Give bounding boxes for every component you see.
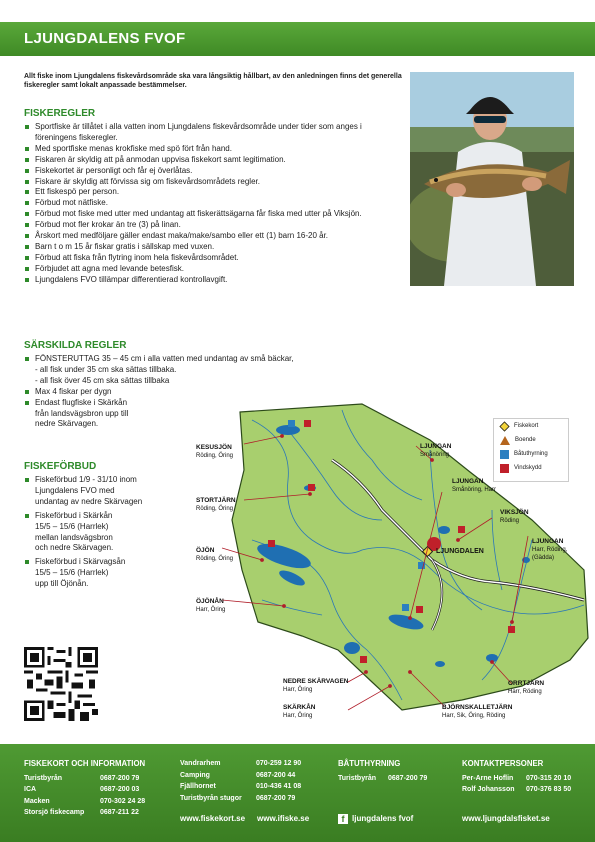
list-item: Endast flugfiske i Skärkån xyxy=(24,398,404,409)
contact-name: Turistbyrån xyxy=(24,774,62,782)
list-item: Förbjudet att agna med levande betesfisk. xyxy=(24,264,404,275)
link-fiskekort[interactable]: www.fiskekort.se xyxy=(180,814,246,823)
map-label-kesusjon: KESUSJÖN Röding, Öring xyxy=(196,444,234,459)
vindskydd-marker xyxy=(308,484,315,491)
fiskeregler-heading: FISKEREGLER xyxy=(24,108,96,119)
contact-name: Turistbyrån xyxy=(338,774,376,782)
contact-phone: 010-436 41 08 xyxy=(256,783,302,790)
contact-row xyxy=(24,773,154,785)
fiskekort-icon xyxy=(499,421,509,431)
list-item: Förbud mot fler krokar än tre (3) på linan. xyxy=(24,220,404,231)
contact-name: Vandrarhem xyxy=(180,760,221,767)
contact-phone: 0687-200 44 xyxy=(256,771,296,779)
list-item: upp till Öjönån. xyxy=(35,579,89,589)
contact-phone: 0687-200 79 xyxy=(100,774,140,782)
contact-name: Turistbyrån stugor xyxy=(180,794,242,802)
map-label-nedre-skarvagen: NEDRE SKÄRVAGEN Harr, Öring xyxy=(283,678,349,693)
legend-item: Boende xyxy=(494,433,568,447)
contact-row xyxy=(24,784,154,796)
map-label-ljungan-1: LJUNGAN Smånöring xyxy=(420,443,452,458)
contact-row xyxy=(24,807,154,819)
list-item: Förbud mot nätfiske. xyxy=(24,198,404,209)
list-item: och nedre Skärvagen. xyxy=(35,543,114,553)
sarskilda-heading: SÄRSKILDA REGLER xyxy=(24,340,127,351)
list-item: Fiskare är skyldig att förvissa sig om fiskevårdsområdets regler. xyxy=(24,177,404,188)
list-item: Årskort med medföljare gäller endast maka/make/sambo eller ett (1) barn 16-20 år. xyxy=(24,231,404,242)
list-item: Fiskaren är skyldig att på anmodan uppvisa fiskekort samt legitimation. xyxy=(24,155,404,166)
list-item: undantag av nedre Skärvagen xyxy=(35,496,143,506)
contact-row xyxy=(462,773,582,785)
link-site[interactable]: www.ljungdalsfisket.se xyxy=(462,814,550,823)
contact-name: Camping xyxy=(180,771,210,779)
contact-phone: 070-259 12 90 xyxy=(256,760,302,767)
footer-fiskekort-info: FISKEKORT OCH INFORMATION Turistbyrån 0687-200 79 ICA 0687-200 03 Macken 070-302 24 28 Storsjö fiskecamp 0687-211 22 xyxy=(24,758,154,819)
map-label-orrtjarn: ORRTJÄRN Harr, Röding xyxy=(508,680,545,695)
map-label-ljungan-3: LJUNGAN Harr, Röding, (Gädda) xyxy=(532,538,568,561)
list-item: Max 4 fiskar per dygn xyxy=(24,387,404,398)
legend-item: Fiskekort xyxy=(494,419,568,433)
vindskydd-marker xyxy=(508,626,515,633)
contact-row xyxy=(338,773,438,785)
contact-name: Per-Arne Hoflin xyxy=(462,774,514,782)
map-label-ljungan-2: LJUNGAN Smånöring, Harr xyxy=(452,478,497,493)
fiskeregler-list xyxy=(24,122,404,286)
map-label-stortjarn: STORTJÄRN Röding, Öring xyxy=(196,497,236,512)
boende-icon xyxy=(500,436,510,445)
list-item: Fiskeförbud i Skärvagsån xyxy=(24,557,194,568)
contact-name: Fjällhornet xyxy=(180,783,216,790)
intro-text: Allt fiske inom Ljungdalens fiskevårdsområde ska vara långsiktig hållbart, av den anledningen finns det generella fiskeregler samt lokalt anpassade bestämmelser. xyxy=(24,73,402,89)
vindskydd-marker xyxy=(458,526,465,533)
link-facebook[interactable]: f ljungdalens fvof xyxy=(338,814,413,824)
list-item: Ljungdalens FVO tillämpar differentierad kontrollavgift. xyxy=(24,275,404,286)
fiskeforbud-list xyxy=(24,475,194,590)
contact-phone: 070-376 83 50 xyxy=(526,786,572,793)
fiskeforbud-heading: FISKEFÖRBUD xyxy=(24,461,97,472)
list-item: mellan landsvägsbron xyxy=(35,532,113,542)
list-item: 15/5 – 15/6 (Harrlek) xyxy=(35,568,109,578)
list-item: Fiskeförbud 1/9 - 31/10 inom xyxy=(24,475,194,486)
contact-phone: 0687-200 79 xyxy=(388,774,428,782)
list-item: Ett fiskespö per person. xyxy=(24,187,404,198)
vindskydd-marker xyxy=(416,606,423,613)
vindskydd-marker xyxy=(360,656,367,663)
facebook-icon: f xyxy=(338,814,348,824)
list-item: - all fisk under 35 cm ska sättas tillbaka. xyxy=(35,364,177,374)
list-item: från landsvägsbron upp till xyxy=(35,408,129,418)
list-item: Sportfiske är tillåtet i alla vatten inom Ljungdalens fiskevårdsområde under tider som anges i föreningens fiskeregler. xyxy=(24,122,404,144)
legend-item: Båtuthyrning xyxy=(494,447,568,461)
list-item: 15/5 – 15/6 (Harrlek) xyxy=(35,521,109,531)
contact-name: Macken xyxy=(24,797,50,805)
list-item: Med sportfiske menas krokfiske med spö fört från hand. xyxy=(24,144,404,155)
list-item: Barn t o m 15 år fiskar gratis i sällskap med vuxen. xyxy=(24,242,404,253)
footer-boende xyxy=(180,758,310,804)
contact-phone: 070-315 20 10 xyxy=(526,774,572,782)
link-ifiske[interactable]: www.ifiske.se xyxy=(257,814,310,823)
list-item: Fiskekortet är personligt och får ej överlåtas. xyxy=(24,166,404,177)
contact-name: Rolf Johansson xyxy=(462,786,515,793)
contact-phone: 070-302 24 28 xyxy=(100,797,146,805)
map-label-town: LJUNGDALEN xyxy=(436,548,484,555)
list-item: FÖNSTERUTTAG 35 – 45 cm i alla vatten med undantag av små bäckar, xyxy=(24,354,404,365)
list-item: Förbud mot fiske med utter med undantag att fiskerättsägarna får fiska med utter på Viksjön. xyxy=(24,209,404,220)
vindskydd-marker xyxy=(268,540,275,547)
list-item: nedre Skärvagen. xyxy=(35,419,99,429)
vindskydd-marker xyxy=(304,420,311,427)
contact-phone: 0687-200 79 xyxy=(256,794,296,802)
list-item: - all fisk över 45 cm ska sättas tillbaka xyxy=(35,375,170,385)
list-item: Förbud att fiska från flytring inom hela fiskevårdsområdet. xyxy=(24,253,404,264)
contact-row xyxy=(180,770,310,782)
footer-batuthyrning: BÅTUTHYRNING Turistbyrån 0687-200 79 xyxy=(338,758,438,784)
contact-name: Storsjö fiskecamp xyxy=(24,809,85,816)
contact-row xyxy=(180,793,310,805)
legend-item: Vindskydd xyxy=(494,461,568,475)
page-title: LJUNGDALENS FVOF xyxy=(24,30,186,47)
contact-row xyxy=(24,796,154,808)
angler-photo xyxy=(410,72,574,286)
map-label-bjornskalletjarn: BJÖRNSKALLETJÄRN Harr, Sik, Öring, Röding xyxy=(442,704,513,719)
footer xyxy=(0,744,595,842)
qr-code-icon xyxy=(24,647,98,721)
contact-name: ICA xyxy=(24,786,37,793)
contact-phone: 0687-200 03 xyxy=(100,786,140,793)
batuthyrning-marker xyxy=(402,604,409,611)
contact-phone: 0687-211 22 xyxy=(100,809,139,816)
batuthyrning-marker xyxy=(288,420,295,427)
contact-row xyxy=(180,781,310,793)
vindskydd-icon xyxy=(500,464,509,473)
contact-row xyxy=(462,784,582,796)
footer-kontaktpersoner: KONTAKTPERSONER Per-Arne Hoflin 070-315 20 10 Rolf Johansson 070-376 83 50 xyxy=(462,758,582,796)
list-item: Ljungdalens FVO med xyxy=(35,485,115,495)
list-item: Fiskeförbud i Skärkån xyxy=(24,511,194,522)
map-label-ojonan: ÖJÖNÅN Harr, Öring xyxy=(196,598,226,613)
map-legend xyxy=(493,418,569,482)
map-label-skarkan: SKÄRKÅN Harr, Öring xyxy=(283,704,316,719)
map-label-viksjon: VIKSJÖN Röding xyxy=(500,509,529,524)
contact-row xyxy=(180,758,310,770)
batuthyrning-icon xyxy=(500,450,509,459)
map-label-ojon: ÖJÖN Röding, Öring xyxy=(196,547,234,562)
